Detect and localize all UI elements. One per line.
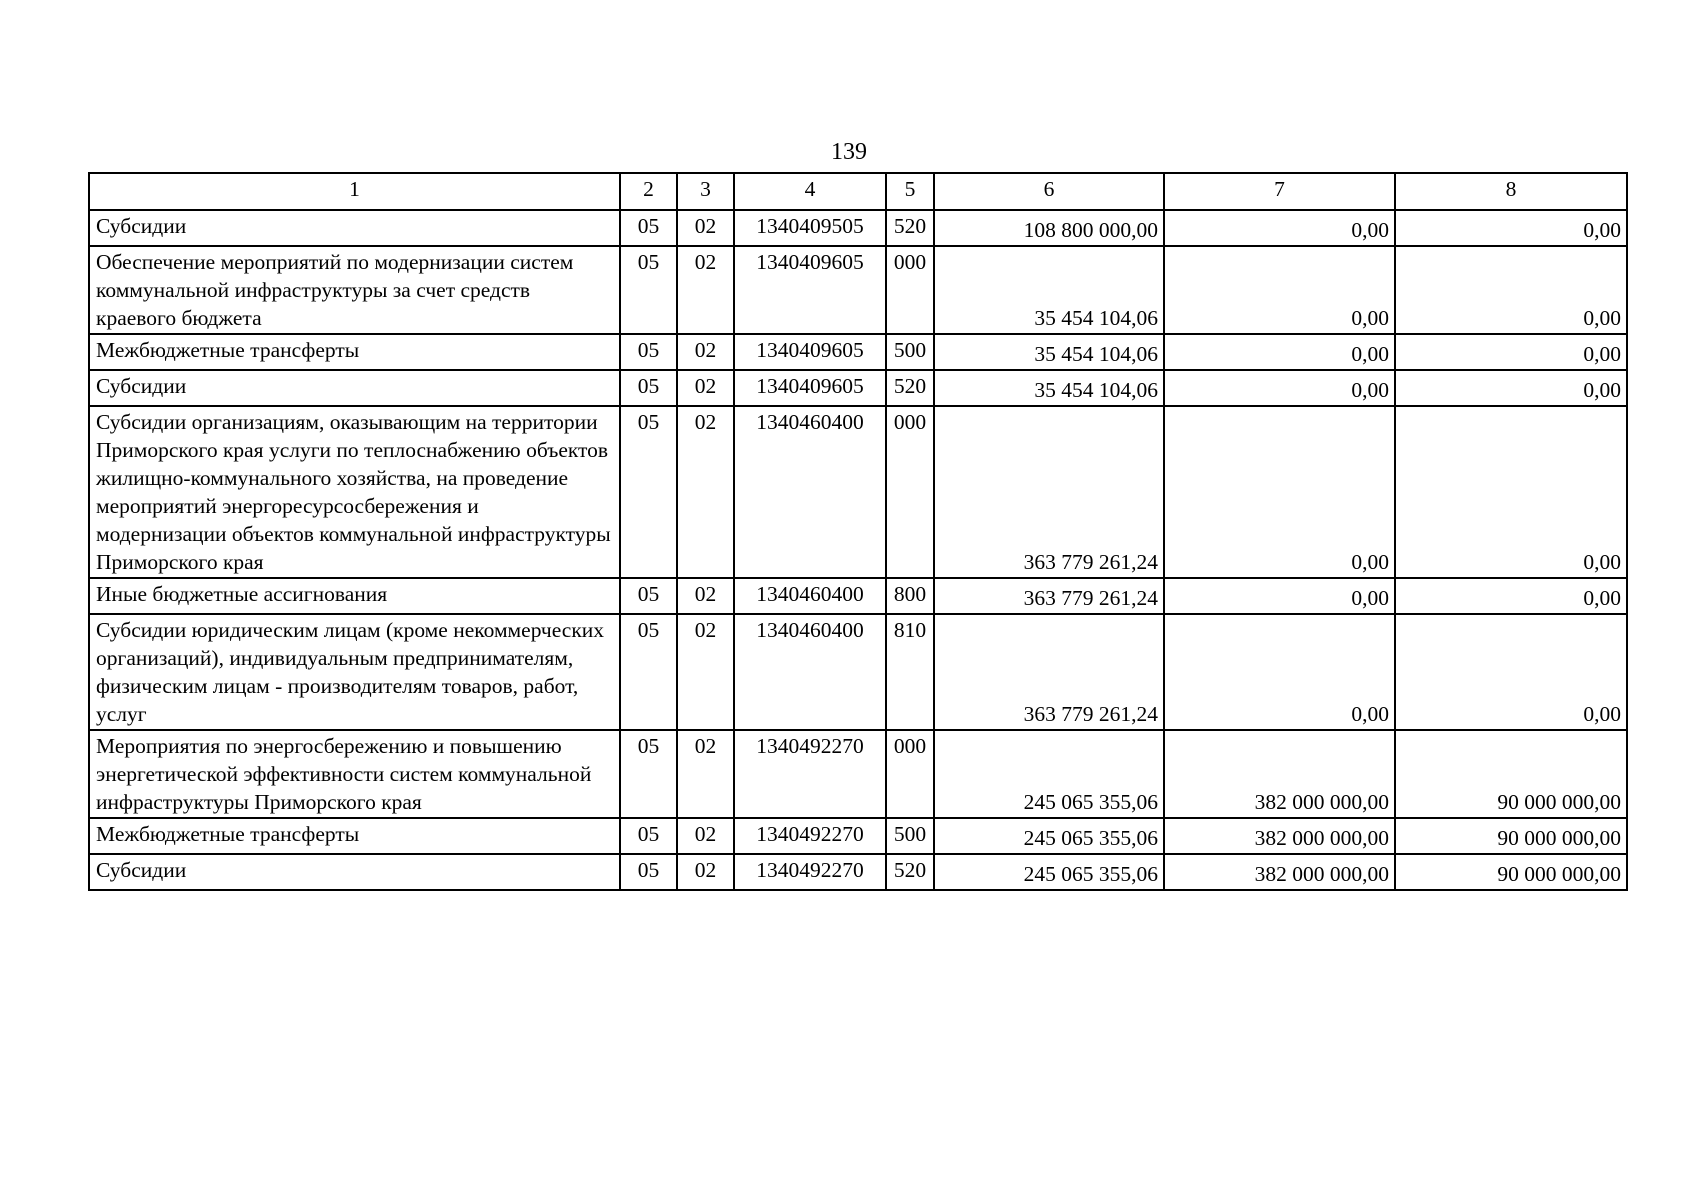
amount-col-8: 0,00	[1395, 406, 1627, 578]
expense-type-code: 810	[886, 614, 934, 730]
column-header-2: 2	[620, 173, 677, 210]
expense-type-code: 800	[886, 578, 934, 614]
section-code: 05	[620, 730, 677, 818]
amount-col-7: 0,00	[1164, 406, 1395, 578]
amount-col-6: 35 454 104,06	[934, 334, 1164, 370]
amount-col-6: 245 065 355,06	[934, 818, 1164, 854]
section-code: 05	[620, 370, 677, 406]
target-article-code: 1340492270	[734, 730, 886, 818]
column-header-4: 4	[734, 173, 886, 210]
row-name: Субсидии	[89, 210, 620, 246]
table-row	[89, 818, 1627, 854]
section-code: 05	[620, 406, 677, 578]
amount-col-8: 0,00	[1395, 334, 1627, 370]
amount-col-7: 0,00	[1164, 370, 1395, 406]
section-code: 05	[620, 614, 677, 730]
target-article-code: 1340492270	[734, 818, 886, 854]
row-name: Субсидии организациям, оказывающим на территории Приморского края услуги по теплоснабжению объектов жилищно-коммунального хозяйства, на проведение мероприятий энергоресурсосбережения и модернизации объектов коммунальной инфраструктуры Приморского края	[89, 406, 620, 578]
expense-type-code: 520	[886, 210, 934, 246]
column-header-5: 5	[886, 173, 934, 210]
table-row	[89, 210, 1627, 246]
section-code: 05	[620, 334, 677, 370]
table-row	[89, 730, 1627, 818]
row-name: Субсидии	[89, 854, 620, 890]
expense-type-code: 520	[886, 854, 934, 890]
subsection-code: 02	[677, 578, 734, 614]
target-article-code: 1340460400	[734, 406, 886, 578]
amount-col-8: 0,00	[1395, 578, 1627, 614]
amount-col-7: 0,00	[1164, 246, 1395, 334]
amount-col-8: 0,00	[1395, 246, 1627, 334]
expense-type-code: 000	[886, 406, 934, 578]
target-article-code: 1340460400	[734, 614, 886, 730]
target-article-code: 1340409605	[734, 246, 886, 334]
row-name: Иные бюджетные ассигнования	[89, 578, 620, 614]
subsection-code: 02	[677, 334, 734, 370]
amount-col-6: 245 065 355,06	[934, 854, 1164, 890]
row-name: Межбюджетные трансферты	[89, 818, 620, 854]
amount-col-8: 0,00	[1395, 370, 1627, 406]
expense-type-code: 500	[886, 334, 934, 370]
column-number-header-row	[89, 173, 1627, 210]
subsection-code: 02	[677, 406, 734, 578]
expense-type-code: 000	[886, 246, 934, 334]
target-article-code: 1340409605	[734, 334, 886, 370]
amount-col-7: 382 000 000,00	[1164, 818, 1395, 854]
target-article-code: 1340460400	[734, 578, 886, 614]
amount-col-6: 363 779 261,24	[934, 406, 1164, 578]
target-article-code: 1340492270	[734, 854, 886, 890]
column-header-3: 3	[677, 173, 734, 210]
expense-type-code: 520	[886, 370, 934, 406]
expense-type-code: 000	[886, 730, 934, 818]
section-code: 05	[620, 818, 677, 854]
section-code: 05	[620, 578, 677, 614]
amount-col-6: 35 454 104,06	[934, 246, 1164, 334]
expense-type-code: 500	[886, 818, 934, 854]
table-row	[89, 614, 1627, 730]
amount-col-7: 0,00	[1164, 578, 1395, 614]
amount-col-8: 90 000 000,00	[1395, 818, 1627, 854]
section-code: 05	[620, 210, 677, 246]
amount-col-8: 0,00	[1395, 210, 1627, 246]
amount-col-6: 363 779 261,24	[934, 614, 1164, 730]
row-name: Субсидии	[89, 370, 620, 406]
amount-col-7: 382 000 000,00	[1164, 854, 1395, 890]
column-header-8: 8	[1395, 173, 1627, 210]
amount-col-6: 245 065 355,06	[934, 730, 1164, 818]
amount-col-8: 0,00	[1395, 614, 1627, 730]
subsection-code: 02	[677, 246, 734, 334]
amount-col-7: 0,00	[1164, 614, 1395, 730]
column-header-7: 7	[1164, 173, 1395, 210]
table-row	[89, 854, 1627, 890]
subsection-code: 02	[677, 730, 734, 818]
subsection-code: 02	[677, 614, 734, 730]
target-article-code: 1340409605	[734, 370, 886, 406]
amount-col-7: 382 000 000,00	[1164, 730, 1395, 818]
subsection-code: 02	[677, 854, 734, 890]
amount-col-6: 363 779 261,24	[934, 578, 1164, 614]
amount-col-7: 0,00	[1164, 334, 1395, 370]
table-row	[89, 246, 1627, 334]
subsection-code: 02	[677, 210, 734, 246]
amount-col-8: 90 000 000,00	[1395, 730, 1627, 818]
section-code: 05	[620, 854, 677, 890]
page-number: 139	[831, 139, 867, 165]
amount-col-7: 0,00	[1164, 210, 1395, 246]
target-article-code: 1340409505	[734, 210, 886, 246]
amount-col-8: 90 000 000,00	[1395, 854, 1627, 890]
subsection-code: 02	[677, 370, 734, 406]
amount-col-6: 108 800 000,00	[934, 210, 1164, 246]
amount-col-6: 35 454 104,06	[934, 370, 1164, 406]
row-name: Мероприятия по энергосбережению и повышению энергетической эффективности систем коммунальной инфраструктуры Приморского края	[89, 730, 620, 818]
section-code: 05	[620, 246, 677, 334]
column-header-1: 1	[89, 173, 620, 210]
row-name: Субсидии юридическим лицам (кроме некоммерческих организаций), индивидуальным предпринимателям, физическим лицам - производителям товаров, работ, услуг	[89, 614, 620, 730]
subsection-code: 02	[677, 818, 734, 854]
budget-table	[88, 172, 1628, 891]
row-name: Обеспечение мероприятий по модернизации систем коммунальной инфраструктуры за счет средств краевого бюджета	[89, 246, 620, 334]
table-row	[89, 578, 1627, 614]
table-row	[89, 370, 1627, 406]
column-header-6: 6	[934, 173, 1164, 210]
row-name: Межбюджетные трансферты	[89, 334, 620, 370]
table-row	[89, 334, 1627, 370]
table-row	[89, 406, 1627, 578]
